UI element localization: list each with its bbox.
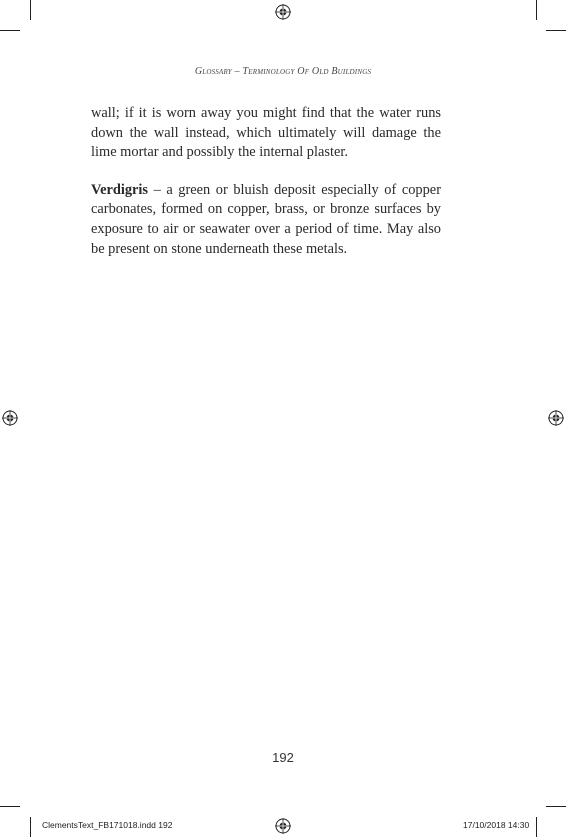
glossary-term: Verdigris xyxy=(91,181,149,198)
paragraph-body: wall; if it is worn away you might find that the water runs down the wall instead, which ultimately will damage the lime mortar and possibly the internal plaster. xyxy=(91,105,441,161)
registration-target-icon xyxy=(275,818,291,834)
running-head: Glossary – Terminology Of Old Buildings xyxy=(194,66,372,77)
crop-mark-top-left-horizontal xyxy=(0,30,20,31)
crop-mark-top-right-horizontal xyxy=(546,30,566,31)
crop-mark-bottom-right-horizontal xyxy=(546,806,566,807)
registration-target-icon xyxy=(2,410,18,426)
glossary-entry-verdigris xyxy=(91,181,441,259)
crop-mark-bottom-right-vertical xyxy=(536,817,537,837)
slug-file-info: ClementsText_FB171018.indd 192 xyxy=(42,820,173,830)
registration-target-icon xyxy=(275,4,291,20)
crop-mark-bottom-left-vertical xyxy=(30,817,31,837)
glossary-definition: – a green or bluish deposit especially of copper carbonates, formed on copper, brass, or bronze surfaces by exposure to air or seawater over a period of time. May also be present on stone underneath these metals. xyxy=(91,181,441,257)
paragraph-continuation xyxy=(91,104,441,163)
registration-target-icon xyxy=(548,410,564,426)
page-number: 192 xyxy=(272,750,294,765)
crop-mark-top-left-vertical xyxy=(30,0,31,20)
crop-mark-bottom-left-horizontal xyxy=(0,806,20,807)
crop-mark-top-right-vertical xyxy=(536,0,537,20)
slug-date-info: 17/10/2018 14:30 xyxy=(463,820,530,830)
body-text xyxy=(91,104,441,259)
